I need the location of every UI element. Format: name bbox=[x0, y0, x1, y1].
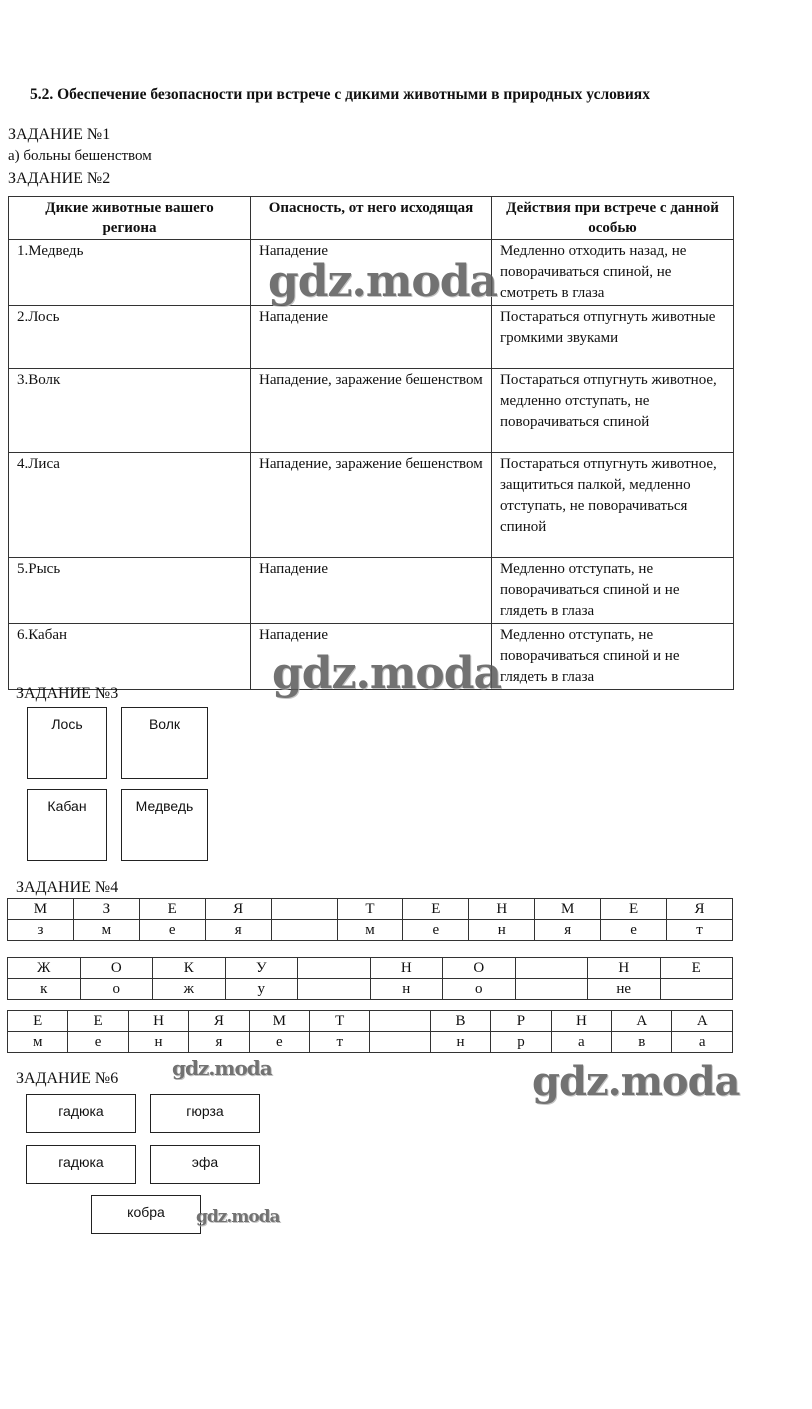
grid-cell bbox=[370, 1032, 430, 1053]
grid-cell bbox=[370, 1011, 430, 1032]
grid-cell: У bbox=[225, 958, 298, 979]
grid-cell: Н bbox=[469, 899, 535, 920]
grid-cell: З bbox=[73, 899, 139, 920]
table-row bbox=[9, 306, 734, 369]
answer-box: гадюка bbox=[26, 1145, 136, 1184]
grid-cell: О bbox=[80, 958, 153, 979]
grid-cell: Е bbox=[403, 899, 469, 920]
watermark: gdz.moda bbox=[532, 1058, 740, 1105]
answer-box: Лось bbox=[27, 707, 107, 779]
grid-cell: Н bbox=[128, 1011, 188, 1032]
task6-heading: ЗАДАНИЕ №6 bbox=[16, 1070, 119, 1087]
grid-cell: о bbox=[80, 979, 153, 1000]
watermark: gdz.moda bbox=[268, 256, 498, 307]
answer-box: Кабан bbox=[27, 789, 107, 861]
grid-cell: е bbox=[249, 1032, 309, 1053]
action-cell: Постараться отпугнуть животное, защититься палкой, медленно отступать, не поворачиваться спиной bbox=[492, 453, 734, 558]
grid-cell: т bbox=[310, 1032, 370, 1053]
grid-cell: А bbox=[612, 1011, 672, 1032]
task2-heading: ЗАДАНИЕ №2 bbox=[8, 170, 111, 187]
grid-cell bbox=[515, 958, 588, 979]
grid-cell bbox=[271, 920, 337, 941]
answer-box: эфа bbox=[150, 1145, 260, 1184]
column-header-animal: Дикие животные вашего региона bbox=[9, 197, 251, 240]
grid-cell: о bbox=[443, 979, 516, 1000]
grid-cell: Я bbox=[189, 1011, 249, 1032]
action-cell: Медленно отходить назад, не поворачиваться спиной, не смотреть в глаза bbox=[492, 240, 734, 306]
grid-cell: М bbox=[249, 1011, 309, 1032]
watermark: gdz.moda bbox=[272, 648, 502, 699]
table-row bbox=[9, 558, 734, 624]
grid-cell: Н bbox=[551, 1011, 611, 1032]
task4-heading: ЗАДАНИЕ №4 bbox=[16, 879, 119, 896]
grid-cell: Я bbox=[205, 899, 271, 920]
grid-cell: н bbox=[430, 1032, 490, 1053]
grid-cell: Я bbox=[667, 899, 733, 920]
grid-cell: я bbox=[535, 920, 601, 941]
grid-cell bbox=[515, 979, 588, 1000]
watermark: gdz.moda bbox=[172, 1056, 272, 1080]
page-title: 5.2. Обеспечение безопасности при встрече с дикими животными в природных условиях bbox=[30, 86, 650, 103]
animal-cell: 1.Медведь bbox=[9, 240, 251, 306]
action-cell: Постараться отпугнуть животное, медленно отступать, не поворачиваться спиной bbox=[492, 369, 734, 453]
table-row bbox=[9, 453, 734, 558]
grid-cell: я bbox=[205, 920, 271, 941]
grid-cell: К bbox=[153, 958, 226, 979]
grid-cell: м bbox=[73, 920, 139, 941]
grid-cell: М bbox=[8, 899, 74, 920]
grid-cell: у bbox=[225, 979, 298, 1000]
grid-cell: н bbox=[469, 920, 535, 941]
grid-cell: е bbox=[403, 920, 469, 941]
watermark: gdz.moda bbox=[196, 1207, 280, 1227]
grid-cell: Н bbox=[588, 958, 661, 979]
grid-cell: Н bbox=[370, 958, 443, 979]
grid-cell bbox=[271, 899, 337, 920]
grid-cell: Е bbox=[601, 899, 667, 920]
danger-cell: Нападение bbox=[251, 306, 492, 369]
grid-cell: М bbox=[535, 899, 601, 920]
grid-cell: я bbox=[189, 1032, 249, 1053]
grid-cell: м bbox=[8, 1032, 68, 1053]
grid-cell: е bbox=[139, 920, 205, 941]
grid-cell: м bbox=[337, 920, 403, 941]
letter-grid-1 bbox=[7, 898, 733, 941]
grid-cell: А bbox=[672, 1011, 733, 1032]
grid-cell: Ж bbox=[8, 958, 81, 979]
grid-cell bbox=[298, 958, 371, 979]
grid-cell: н bbox=[128, 1032, 188, 1053]
grid-cell: р bbox=[491, 1032, 551, 1053]
grid-cell: к bbox=[8, 979, 81, 1000]
task1-heading: ЗАДАНИЕ №1 bbox=[8, 126, 111, 143]
grid-cell: Т bbox=[310, 1011, 370, 1032]
grid-cell: е bbox=[68, 1032, 128, 1053]
answer-box: кобра bbox=[91, 1195, 201, 1234]
column-header-danger: Опасность, от него исходящая bbox=[251, 197, 492, 240]
grid-cell bbox=[660, 979, 733, 1000]
column-header-action: Действия при встрече с данной особью bbox=[492, 197, 734, 240]
grid-cell: н bbox=[370, 979, 443, 1000]
grid-cell: е bbox=[601, 920, 667, 941]
danger-cell: Нападение, заражение бешенством bbox=[251, 369, 492, 453]
grid-cell: а bbox=[672, 1032, 733, 1053]
danger-cell: Нападение bbox=[251, 558, 492, 624]
answer-box: Медведь bbox=[121, 789, 208, 861]
animal-cell: 5.Рысь bbox=[9, 558, 251, 624]
grid-cell: Е bbox=[8, 1011, 68, 1032]
grid-cell: з bbox=[8, 920, 74, 941]
grid-cell: не bbox=[588, 979, 661, 1000]
grid-cell: В bbox=[430, 1011, 490, 1032]
action-cell: Медленно отступать, не поворачиваться спиной и не глядеть в глаза bbox=[492, 558, 734, 624]
animal-cell: 3.Волк bbox=[9, 369, 251, 453]
grid-cell: О bbox=[443, 958, 516, 979]
answer-box: Волк bbox=[121, 707, 208, 779]
letter-grid-3 bbox=[7, 1010, 733, 1053]
grid-cell bbox=[298, 979, 371, 1000]
task1-answer: а) больны бешенством bbox=[8, 148, 152, 164]
grid-cell: т bbox=[667, 920, 733, 941]
action-cell: Постараться отпугнуть животные громкими звуками bbox=[492, 306, 734, 369]
animal-cell: 2.Лось bbox=[9, 306, 251, 369]
grid-cell: а bbox=[551, 1032, 611, 1053]
danger-cell: Нападение, заражение бешенством bbox=[251, 453, 492, 558]
animal-cell: 6.Кабан bbox=[9, 624, 251, 690]
animal-cell: 4.Лиса bbox=[9, 453, 251, 558]
grid-cell: Т bbox=[337, 899, 403, 920]
table-row bbox=[9, 369, 734, 453]
grid-cell: ж bbox=[153, 979, 226, 1000]
grid-cell: Р bbox=[491, 1011, 551, 1032]
grid-cell: Е bbox=[68, 1011, 128, 1032]
grid-cell: в bbox=[612, 1032, 672, 1053]
danger-cell: Нападение bbox=[251, 240, 492, 306]
answer-box: гадюка bbox=[26, 1094, 136, 1133]
task3-heading: ЗАДАНИЕ №3 bbox=[16, 685, 119, 702]
action-cell: Медленно отступать, не поворачиваться спиной и не глядеть в глаза bbox=[492, 624, 734, 690]
grid-cell: Е bbox=[139, 899, 205, 920]
danger-cell: Нападение bbox=[251, 624, 492, 690]
letter-grid-2 bbox=[7, 957, 733, 1000]
answer-box: гюрза bbox=[150, 1094, 260, 1133]
grid-cell: Е bbox=[660, 958, 733, 979]
